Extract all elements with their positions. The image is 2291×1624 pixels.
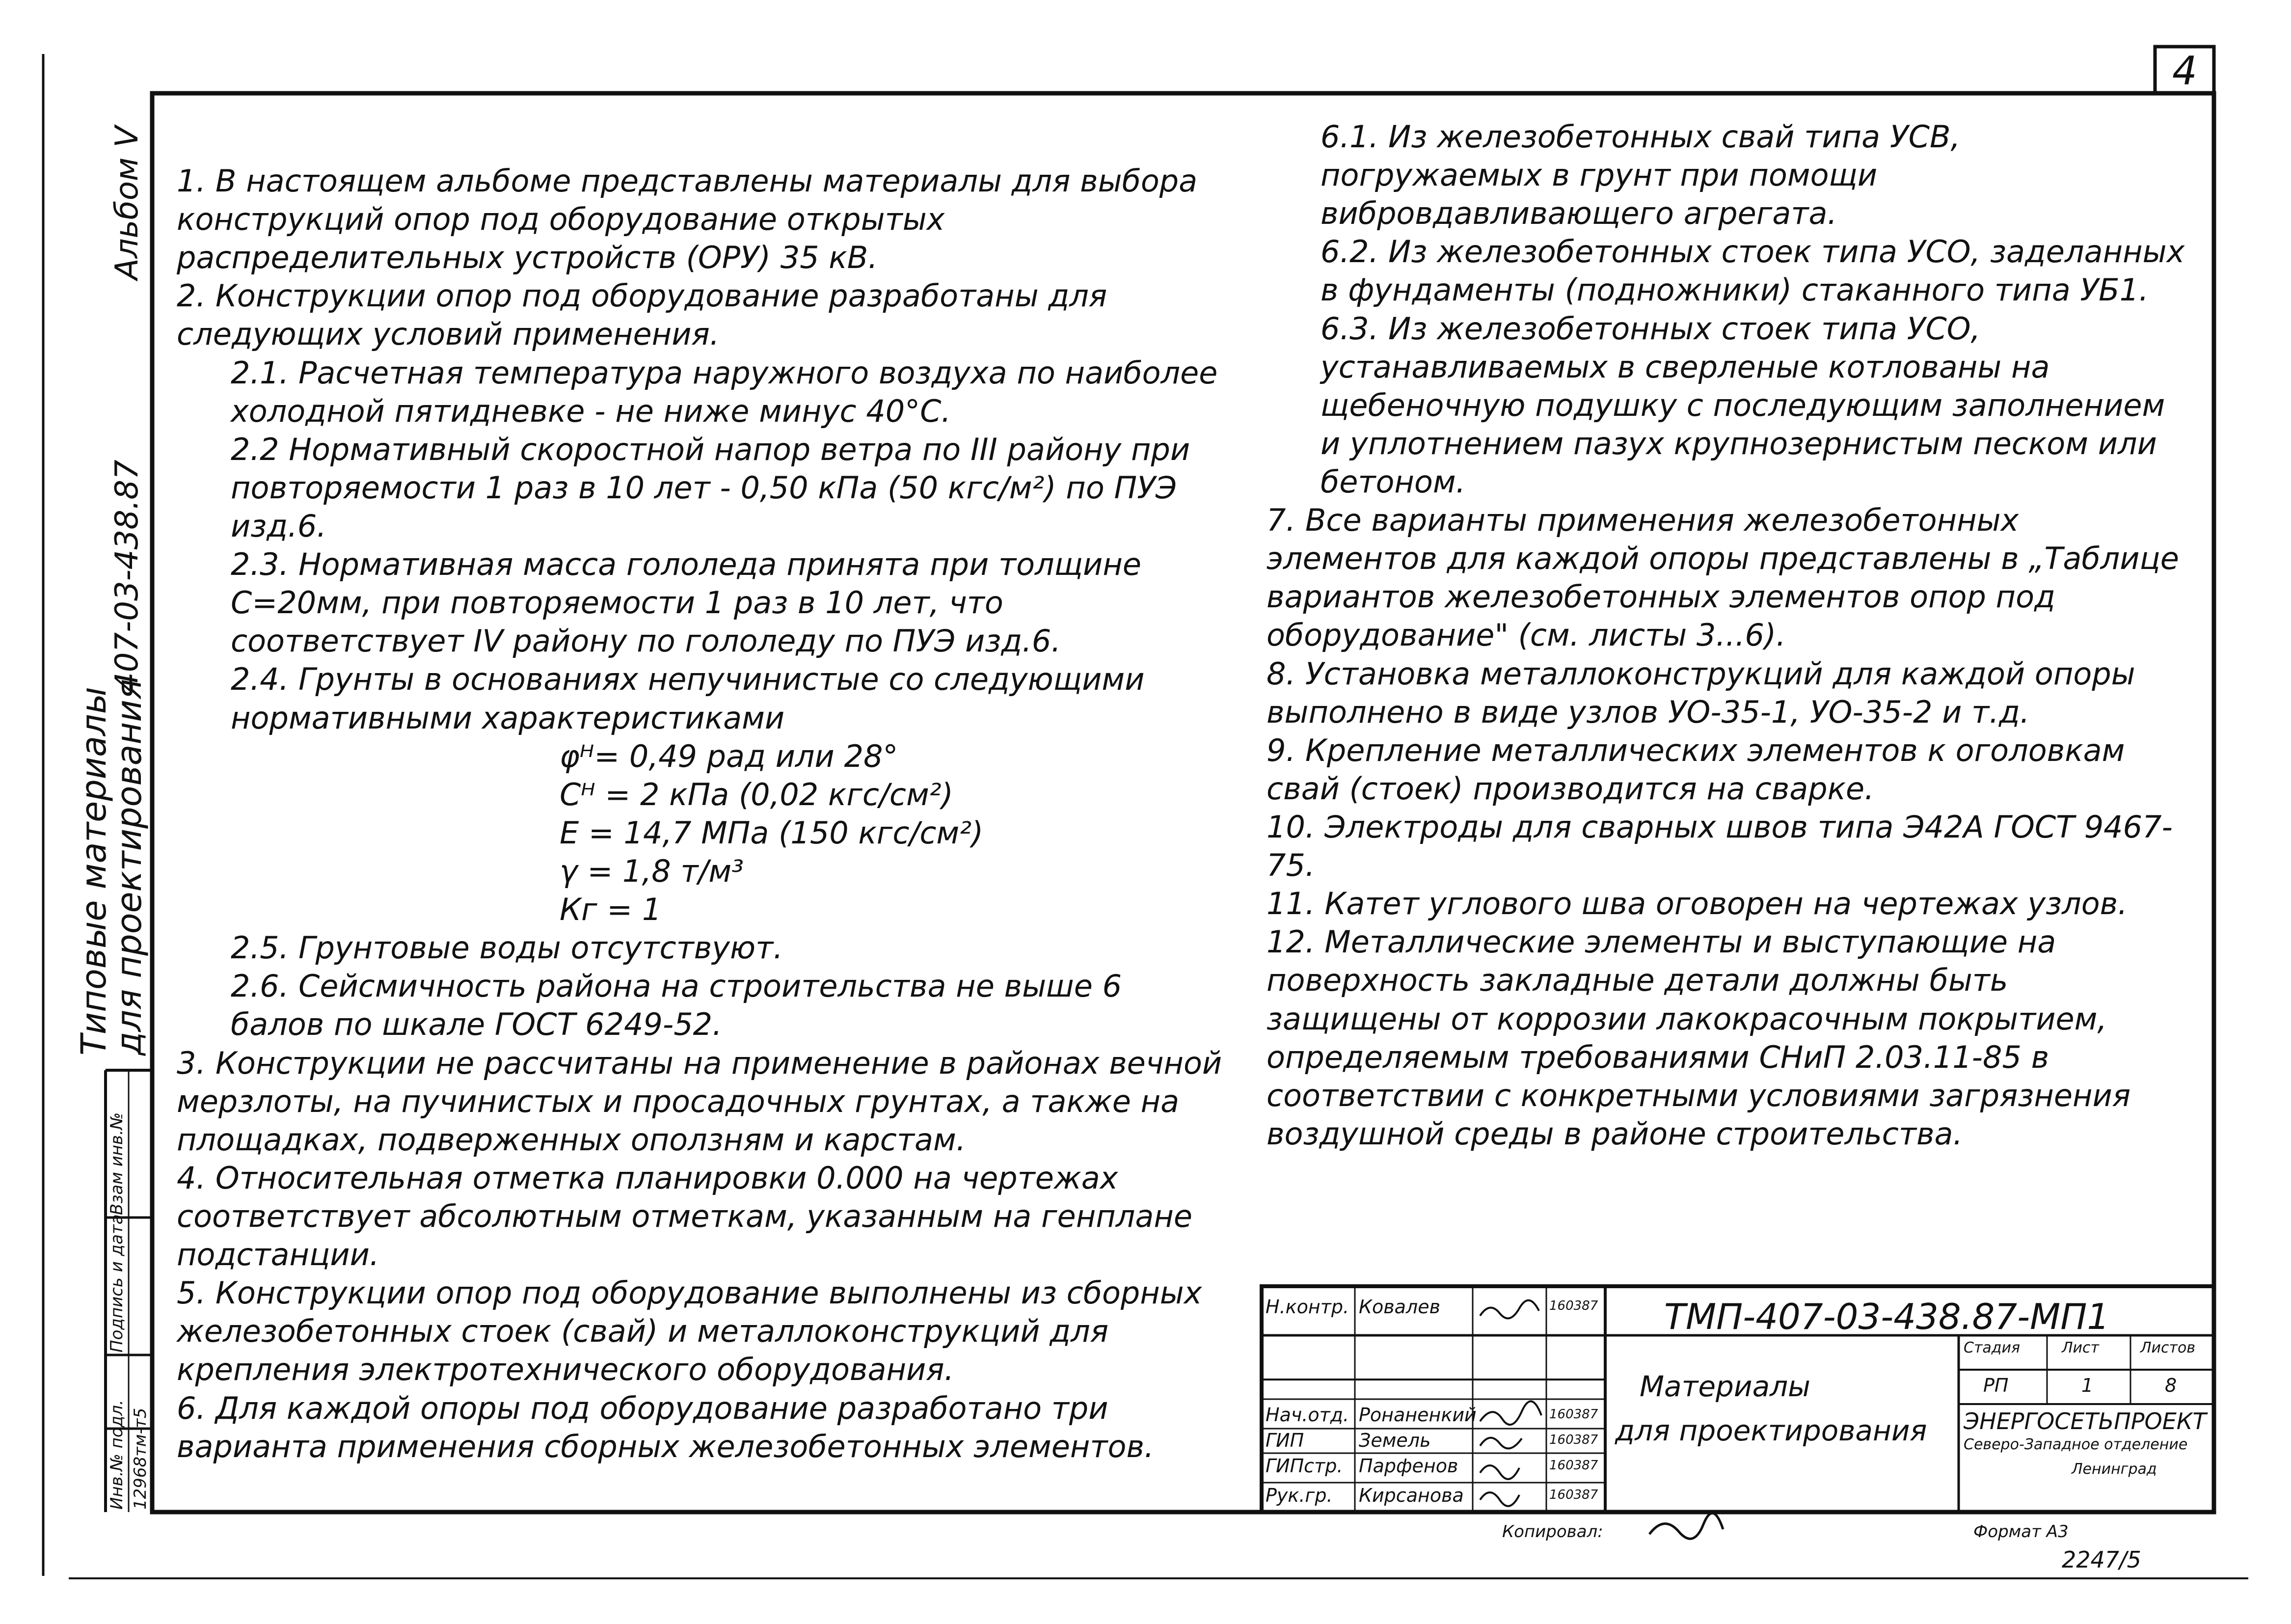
sheets-value: 8 bbox=[2165, 1375, 2177, 1396]
date-n-kontr: 160387 bbox=[1549, 1299, 1598, 1313]
date-nach-otd: 160387 bbox=[1549, 1407, 1598, 1422]
name-nach-otd: Ронаненкий bbox=[1359, 1404, 1477, 1426]
inv-label: Инв.№ подл. bbox=[107, 1400, 127, 1510]
note-item: 1. В настоящем альбоме представлены материалы для выбора конструкций опор под оборудование открытых распределительных устройств (ОРУ) 35 кВ. bbox=[177, 163, 1198, 276]
stage-value: РП bbox=[1983, 1375, 2009, 1396]
date-ruk-gr: 160387 bbox=[1549, 1488, 1598, 1502]
note-item: 2.6. Сейсмичность района на строительства не выше 6 балов по шкале ГОСТ 6249-52. bbox=[231, 968, 1122, 1043]
formula-line: Сᴴ = 2 кПа (0,02 кгс/см²) bbox=[560, 776, 953, 812]
note-item: 4. Относительная отметка планировки 0.000 на чертежах соответствует абсолютным отметкам, указанным на генплане подстанции. bbox=[177, 1160, 1193, 1273]
stage-label: Стадия bbox=[1964, 1339, 2021, 1356]
note-item: 6.2. Из железобетонных стоек типа УСО, заделанных в фундаменты (подножники) стаканного типа УБ1. bbox=[1321, 234, 2185, 308]
document-code: ТМП-407-03-438.87-МП1 bbox=[1664, 1296, 2110, 1337]
note-item: 6.1. Из железобетонных свай типа УСВ, погружаемых в грунт при помощи вибровдавливающего агрегата. bbox=[1321, 119, 1961, 232]
title-line2: для проектирования bbox=[1615, 1414, 1927, 1447]
note-item: 6.3. Из железобетонных стоек типа УСО, устанавливаемых в сверленые котлованы на щебеночную подушку с последующим заполнением и уплотнением пазух крупнозернистым песком или бетоном. bbox=[1321, 310, 2165, 500]
inv-value: 12968тм-т5 bbox=[131, 1407, 150, 1510]
replace-inv-label: Взам инв.№ bbox=[107, 1112, 127, 1215]
formula-line: Е = 14,7 МПа (150 кгс/см²) bbox=[560, 814, 984, 851]
note-item: 2.2 Нормативный скоростной напор ветра по III району при повторяемости 1 раз в 10 лет - 0,50 кПа (50 кгс/м²) по ПУЭ изд.6. bbox=[231, 431, 1190, 544]
name-n-kontr: Ковалев bbox=[1359, 1296, 1440, 1318]
note-item: 3. Конструкции не рассчитаны на применение в районах вечной мерзлоты, на пучинистых и просадочных грунтах, а также на площадках, подверженных оползням и карстам. bbox=[177, 1045, 1222, 1158]
role-nach-otd: Нач.отд. bbox=[1266, 1404, 1349, 1426]
note-item: 5. Конструкции опор под оборудование выполнены из сборных железобетонных стоек (свай) и металлоконструкций для крепления электротехнического оборудования. bbox=[177, 1275, 1202, 1388]
sheet-label: Лист bbox=[2062, 1339, 2100, 1356]
note-item: 2.4. Грунты в основаниях непучинистые со следующими нормативными характеристиками bbox=[231, 661, 1145, 736]
note-item: 12. Металлические элементы и выступающие на поверхность закладные детали должны быть защищены от коррозии лакокрасочным покрытием, определяемым требованиями СНиП 2.03.11-85 в соответствии с конкретными условиями загрязнения воздушной среды в районе строительства. bbox=[1267, 924, 2131, 1152]
format-label: Формат А3 bbox=[1973, 1522, 2069, 1542]
org-city: Ленинград bbox=[2072, 1461, 2157, 1478]
strip-title-line2: для проектирования bbox=[109, 679, 149, 1056]
copied-label: Копировал: bbox=[1502, 1522, 1603, 1542]
note-item: 2.5. Грунтовые воды отсутствуют. bbox=[231, 930, 783, 966]
name-gip: Земель bbox=[1359, 1430, 1431, 1451]
note-item: 11. Катет углового шва оговорен на чертежах узлов. bbox=[1267, 886, 2128, 922]
role-ruk-gr: Рук.гр. bbox=[1266, 1485, 1333, 1506]
name-gip-str: Парфенов bbox=[1359, 1455, 1458, 1477]
sheet-value: 1 bbox=[2081, 1375, 2094, 1396]
formula-line: γ = 1,8 т/м³ bbox=[560, 853, 744, 889]
album-label: Альбом V bbox=[109, 126, 145, 280]
role-gip-str: ГИПстр. bbox=[1266, 1455, 1343, 1477]
sheet-number: 4 bbox=[2172, 48, 2197, 94]
note-item: 9. Крепление металлических элементов к оголовкам свай (стоек) производится на сварке. bbox=[1267, 732, 2125, 807]
archive-number: 2247/5 bbox=[2062, 1546, 2141, 1573]
formula-line: Кг = 1 bbox=[560, 892, 662, 928]
note-item: 6. Для каждой опоры под оборудование разработано три варианта применения сборных железобетонных элементов. bbox=[177, 1390, 1154, 1464]
formula-line: φᴴ= 0,49 рад или 28° bbox=[560, 738, 898, 774]
sign-date-label: Подпись и дата bbox=[107, 1214, 127, 1353]
role-gip: ГИП bbox=[1266, 1430, 1304, 1451]
org-branch: Северо-Западное отделение bbox=[1964, 1436, 2188, 1453]
sheets-label: Листов bbox=[2140, 1339, 2196, 1356]
note-item: 7. Все варианты применения железобетонных элементов для каждой опоры представлены в „Таблице вариантов железобетонных элементов опор под оборудование" (см. листы 3...6). bbox=[1267, 502, 2179, 653]
album-code: 407-03-438.87 bbox=[109, 460, 145, 692]
name-ruk-gr: Кирсанова bbox=[1359, 1485, 1464, 1506]
note-item: 10. Электроды для сварных швов типа Э42А ГОСТ 9467-75. bbox=[1267, 809, 2173, 884]
note-item: 2.1. Расчетная температура наружного воздуха по наиболее холодной пятидневке - не ниже минус 40°С. bbox=[231, 354, 1218, 429]
date-gip-str: 160387 bbox=[1549, 1458, 1598, 1473]
strip-title-line1: Типовые материалы bbox=[74, 686, 114, 1056]
org-name: ЭНЕРГОСЕТЬПРОЕКТ bbox=[1964, 1408, 2207, 1435]
role-n-kontr: Н.контр. bbox=[1266, 1296, 1349, 1318]
note-item: 8. Установка металлоконструкций для каждой опоры выполнено в виде узлов УО-35-1, УО-35-2 и т.д. bbox=[1267, 655, 2135, 730]
note-item: 2.3. Нормативная масса гололеда принята при толщине С=20мм, при повторяемости 1 раз в 10 лет, что соответствует IV району по гололеду по ПУЭ изд.6. bbox=[231, 546, 1142, 659]
date-gip: 160387 bbox=[1549, 1433, 1598, 1447]
note-item: 2. Конструкции опор под оборудование разработаны для следующих условий применения. bbox=[177, 278, 1107, 352]
title-line1: Материалы bbox=[1640, 1370, 1810, 1403]
